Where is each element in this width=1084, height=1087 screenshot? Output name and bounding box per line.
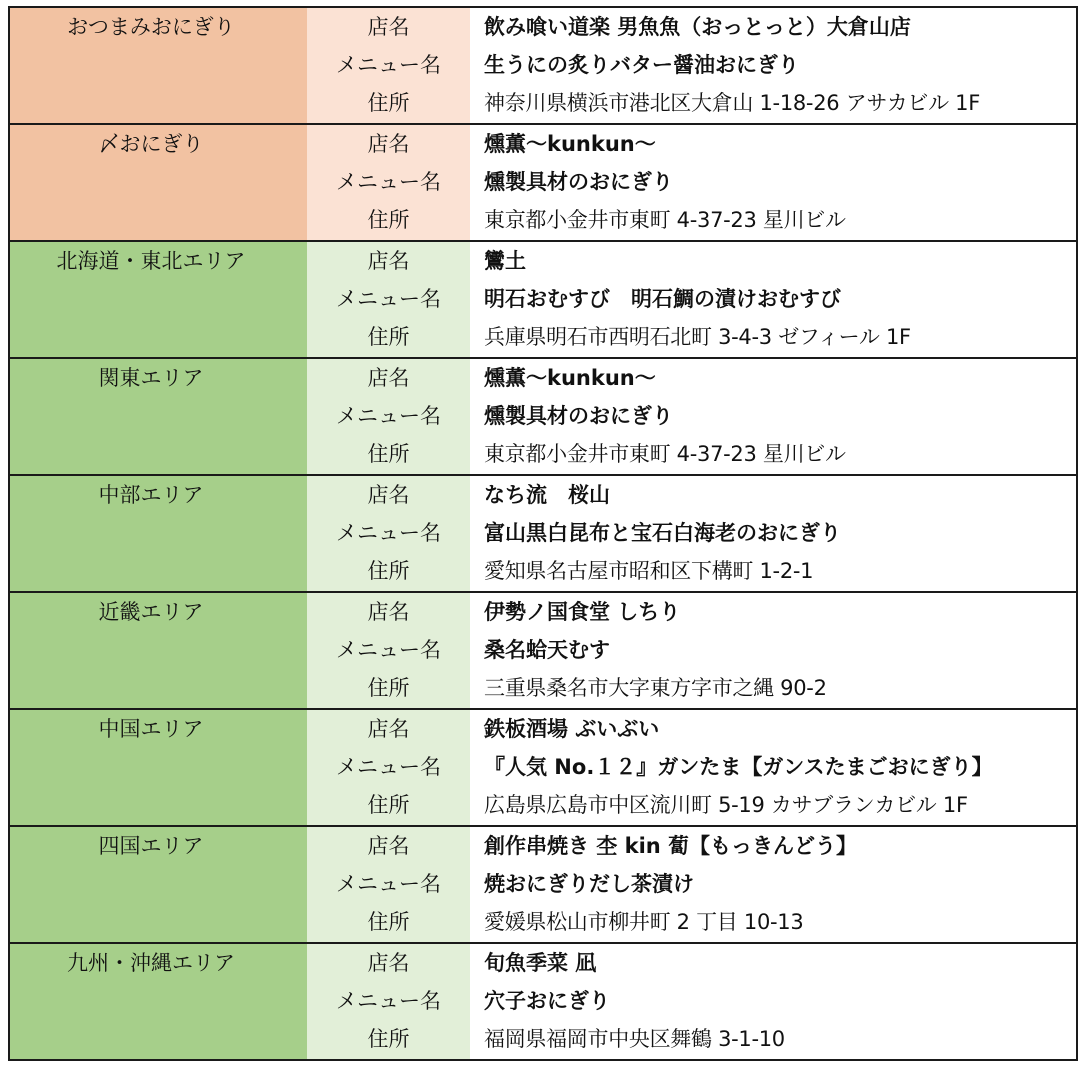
onigiri-menu-table — [8, 6, 1078, 1061]
table-row — [9, 7, 1077, 46]
category-cell — [9, 358, 307, 397]
field-label: 住所 — [307, 201, 470, 241]
shop-name: 燻薫～kunkun～ — [484, 366, 656, 390]
table-row — [9, 826, 1077, 865]
menu-name: 桑名蛤天むす — [484, 638, 610, 662]
field-label: 店名 — [307, 943, 470, 982]
category-cell — [9, 943, 307, 982]
category-cell — [9, 865, 307, 903]
address: 愛知県名古屋市昭和区下構町 1-2-1 — [470, 552, 1077, 592]
menu-name: 富山黒白昆布と宝石白海老のおにぎり — [484, 521, 841, 545]
table-row — [9, 592, 1077, 631]
table-row — [9, 903, 1077, 943]
menu-name: 穴子おにぎり — [484, 989, 610, 1013]
table-row — [9, 358, 1077, 397]
shop-name: 伊勢ノ国食堂 しちり — [484, 600, 681, 624]
category-cell — [9, 475, 307, 514]
address: 広島県広島市中区流川町 5-19 カサブランカビル 1F — [470, 786, 1077, 826]
category-cell — [9, 1020, 307, 1060]
table-row — [9, 397, 1077, 435]
address: 愛媛県松山市柳井町 2 丁目 10-13 — [470, 903, 1077, 943]
table-row — [9, 280, 1077, 318]
table-row — [9, 435, 1077, 475]
category-cell — [9, 826, 307, 865]
field-label: メニュー名 — [307, 514, 470, 552]
category-cell — [9, 748, 307, 786]
field-label: メニュー名 — [307, 982, 470, 1020]
field-label: 店名 — [307, 475, 470, 514]
menu-name: 生うにの炙りバター醤油おにぎり — [484, 53, 799, 77]
table-row — [9, 786, 1077, 826]
table-row — [9, 1020, 1077, 1060]
table-row — [9, 865, 1077, 903]
shop-name: 旬魚季菜 凪 — [484, 951, 597, 975]
table-row — [9, 124, 1077, 163]
shop-name: 鸞土 — [484, 249, 526, 273]
table-row — [9, 631, 1077, 669]
field-label: 店名 — [307, 124, 470, 163]
table-row — [9, 552, 1077, 592]
field-label: 店名 — [307, 7, 470, 46]
category-label: 四国エリア — [98, 834, 204, 858]
category-cell — [9, 631, 307, 669]
field-label: メニュー名 — [307, 631, 470, 669]
table-row — [9, 46, 1077, 84]
table-row — [9, 318, 1077, 358]
field-label: 店名 — [307, 592, 470, 631]
field-label: 住所 — [307, 1020, 470, 1060]
field-label: メニュー名 — [307, 280, 470, 318]
shop-name: 創作串焼き 杢 kin 蔔【もっきんどう】 — [484, 834, 858, 858]
shop-name: 燻薫～kunkun～ — [484, 132, 656, 156]
menu-name: 焼おにぎりだし茶漬け — [484, 872, 694, 896]
field-label: 住所 — [307, 903, 470, 943]
field-label: 住所 — [307, 435, 470, 475]
category-cell — [9, 669, 307, 709]
category-cell — [9, 163, 307, 201]
category-cell — [9, 592, 307, 631]
menu-name: 『人気 No.１２』ガンたま【ガンスたまごおにぎり】 — [484, 755, 993, 779]
field-label: 住所 — [307, 84, 470, 124]
field-label: メニュー名 — [307, 397, 470, 435]
table-body — [9, 7, 1077, 1060]
category-cell — [9, 435, 307, 475]
field-label: 住所 — [307, 786, 470, 826]
address: 福岡県福岡市中央区舞鶴 3-1-10 — [470, 1020, 1077, 1060]
category-cell — [9, 552, 307, 592]
category-cell — [9, 786, 307, 826]
category-cell — [9, 982, 307, 1020]
category-label: 〆おにぎり — [98, 132, 204, 156]
category-label: 九州・沖縄エリア — [67, 951, 235, 975]
field-label: メニュー名 — [307, 46, 470, 84]
field-label: 店名 — [307, 241, 470, 280]
category-cell — [9, 397, 307, 435]
table-row — [9, 943, 1077, 982]
shop-name: 鉄板酒場 ぶいぶい — [484, 717, 660, 741]
field-label: 住所 — [307, 669, 470, 709]
table-row — [9, 163, 1077, 201]
category-label: 北海道・東北エリア — [56, 249, 246, 273]
category-label: 中国エリア — [98, 717, 204, 741]
category-label: 関東エリア — [98, 366, 204, 390]
field-label: メニュー名 — [307, 748, 470, 786]
category-cell — [9, 514, 307, 552]
category-label: おつまみおにぎり — [67, 15, 235, 39]
table-row — [9, 201, 1077, 241]
address: 東京都小金井市東町 4-37-23 星川ビル — [470, 435, 1077, 475]
field-label: 店名 — [307, 358, 470, 397]
shop-name: なち流 桜山 — [484, 483, 610, 507]
field-label: 住所 — [307, 552, 470, 592]
category-cell — [9, 318, 307, 358]
field-label: メニュー名 — [307, 865, 470, 903]
table-row — [9, 475, 1077, 514]
field-label: 住所 — [307, 318, 470, 358]
table-row — [9, 709, 1077, 748]
category-cell — [9, 46, 307, 84]
category-cell — [9, 124, 307, 163]
menu-name: 燻製具材のおにぎり — [484, 404, 673, 428]
table-row — [9, 982, 1077, 1020]
table-row — [9, 241, 1077, 280]
category-cell — [9, 709, 307, 748]
address: 神奈川県横浜市港北区大倉山 1-18-26 アサカビル 1F — [470, 84, 1077, 124]
field-label: 店名 — [307, 826, 470, 865]
category-cell — [9, 280, 307, 318]
table-row — [9, 84, 1077, 124]
table-row — [9, 669, 1077, 709]
table-row — [9, 514, 1077, 552]
field-label: 店名 — [307, 709, 470, 748]
category-label: 近畿エリア — [98, 600, 204, 624]
address: 三重県桑名市大字東方字市之縄 90-2 — [470, 669, 1077, 709]
category-cell — [9, 201, 307, 241]
menu-name: 燻製具材のおにぎり — [484, 170, 673, 194]
address: 東京都小金井市東町 4-37-23 星川ビル — [470, 201, 1077, 241]
category-cell — [9, 84, 307, 124]
menu-name: 明石おむすび 明石鯛の漬けおむすび — [484, 287, 841, 311]
table-row — [9, 748, 1077, 786]
shop-name: 飲み喰い道楽 男魚魚（おっとっと）大倉山店 — [484, 15, 911, 39]
category-label: 中部エリア — [98, 483, 204, 507]
category-cell — [9, 241, 307, 280]
field-label: メニュー名 — [307, 163, 470, 201]
category-cell — [9, 7, 307, 46]
address: 兵庫県明石市西明石北町 3-4-3 ゼフィール 1F — [470, 318, 1077, 358]
category-cell — [9, 903, 307, 943]
